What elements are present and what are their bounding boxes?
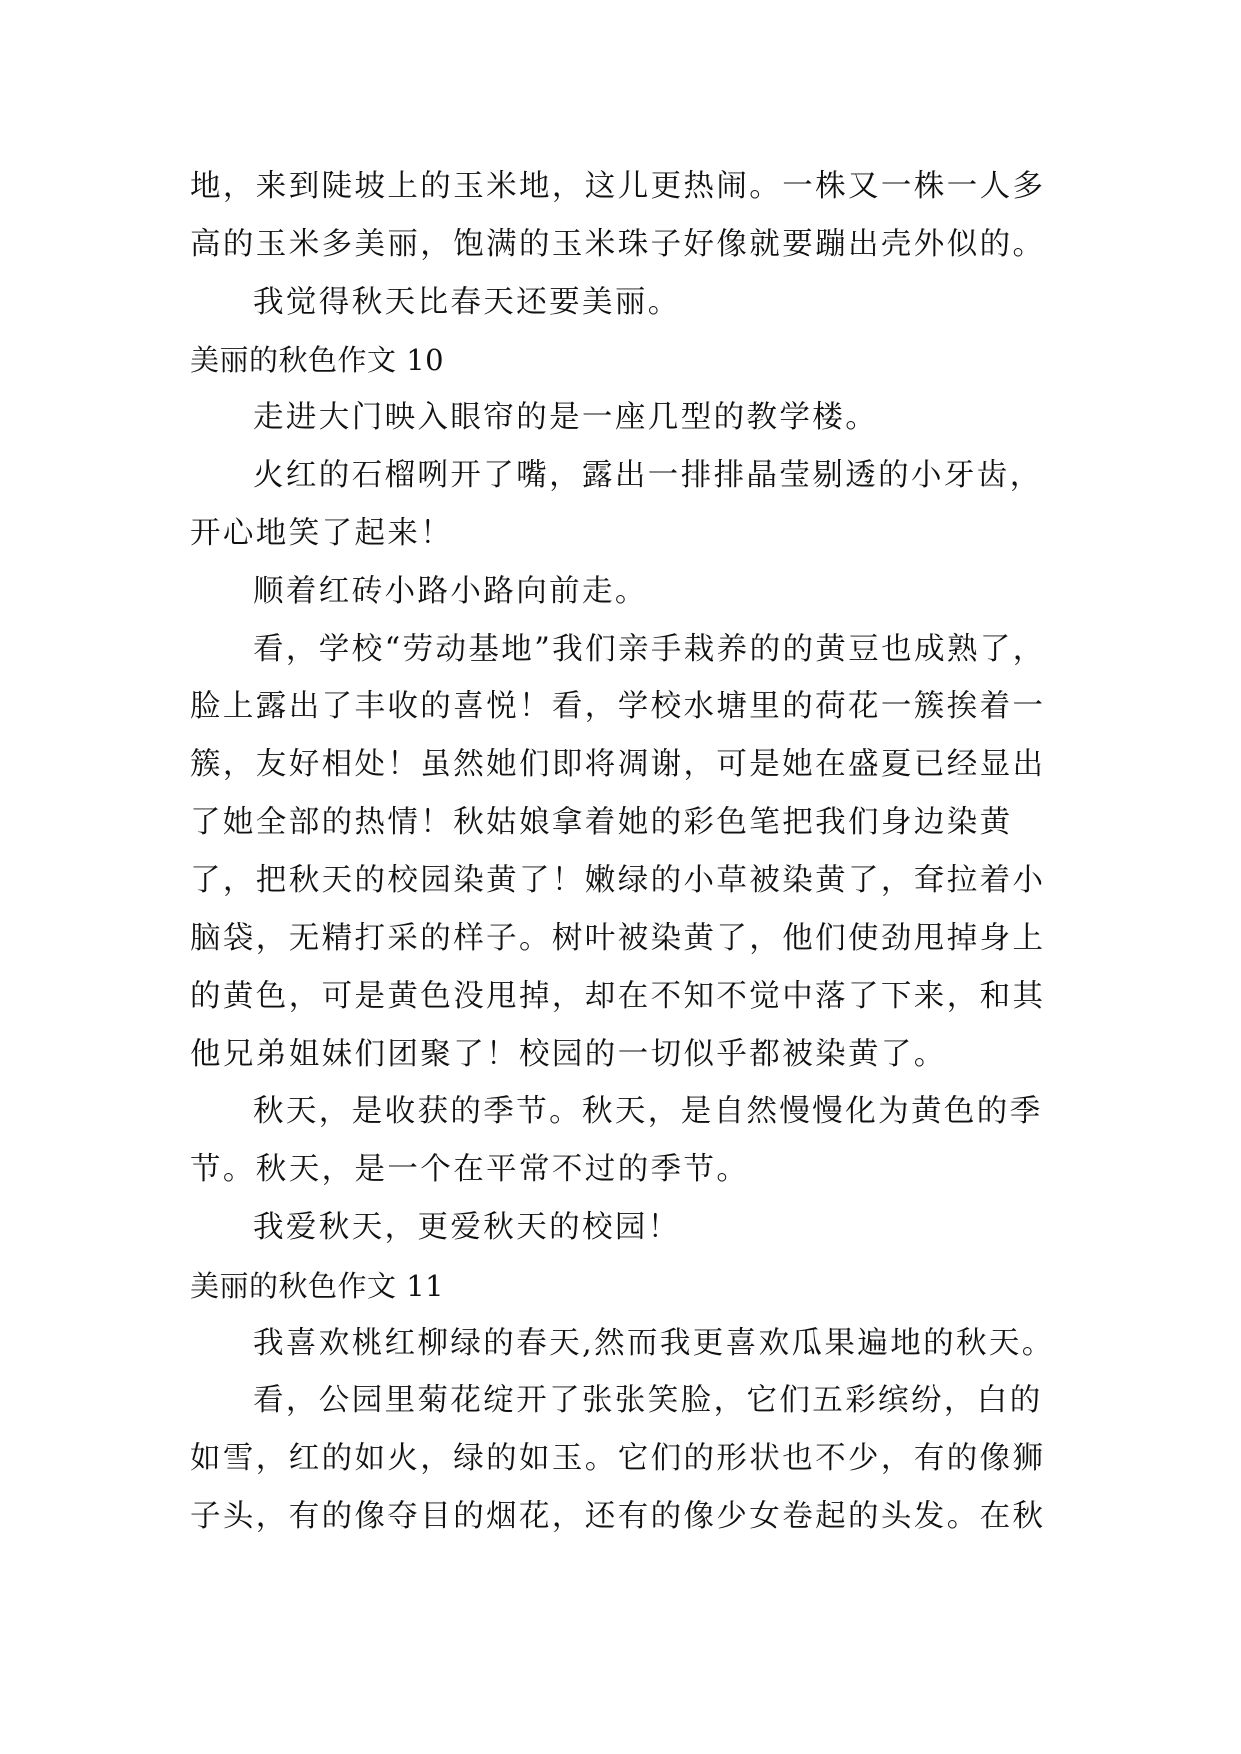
paragraph-line: 火红的石榴咧开了嘴，露出一排排晶莹剔透的小牙齿， [253, 458, 1043, 493]
paragraph-line: 看，公园里菊花绽开了张张笑脸，它们五彩缤纷，白的 [253, 1383, 1043, 1418]
section-heading: 美丽的秋色作文 10 [190, 343, 445, 377]
body-line: 如雪，红的如火，绿的如玉。它们的形状也不少，有的像狮 [190, 1441, 1046, 1476]
body-line: 脸上露出了丰收的喜悦！看，学校水塘里的荷花一簇挨着一 [190, 689, 1046, 724]
paragraph-line: 我觉得秋天比春天还要美丽。 [253, 285, 681, 320]
body-line: 他兄弟姐妹们团聚了！校园的一切似乎都被染黄了。 [190, 1037, 947, 1072]
paragraph-line: 我喜欢桃红柳绿的春天,然而我更喜欢瓜果遍地的秋天。 [253, 1326, 1055, 1361]
paragraph-line: 秋天，是收获的季节。秋天，是自然慢慢化为黄色的季 [253, 1094, 1043, 1129]
body-line: 地，来到陡坡上的玉米地，这儿更热闹。一株又一株一人多 [190, 169, 1046, 204]
paragraph-line: 我爱秋天，更爱秋天的校园！ [253, 1210, 681, 1245]
body-line: 开心地笑了起来！ [190, 516, 454, 551]
body-line: 了，把秋天的校园染黄了！嫩绿的小草被染黄了，耷拉着小 [190, 863, 1046, 898]
paragraph-line: 看，学校“劳动基地”我们亲手栽养的的黄豆也成熟了， [253, 632, 1046, 667]
body-line: 脑袋，无精打采的样子。树叶被染黄了，他们使劲甩掉身上 [190, 921, 1046, 956]
body-line: 节。秋天，是一个在平常不过的季节。 [190, 1152, 750, 1187]
body-line: 高的玉米多美丽，饱满的玉米珠子好像就要蹦出壳外似的。 [190, 227, 1046, 262]
body-line: 的黄色，可是黄色没甩掉，却在不知不觉中落了下来，和其 [190, 979, 1046, 1014]
body-line: 簇，友好相处！虽然她们即将凋谢，可是她在盛夏已经显出 [190, 747, 1046, 782]
body-line: 子头，有的像夺目的烟花，还有的像少女卷起的头发。在秋 [190, 1499, 1046, 1534]
paragraph-line: 顺着红砖小路小路向前走。 [253, 574, 648, 609]
section-heading: 美丽的秋色作文 11 [190, 1269, 445, 1303]
paragraph-line: 走进大门映入眼帘的是一座几型的教学楼。 [253, 400, 879, 435]
body-line: 了她全部的热情！秋姑娘拿着她的彩色笔把我们身边染黄 [190, 805, 1013, 840]
